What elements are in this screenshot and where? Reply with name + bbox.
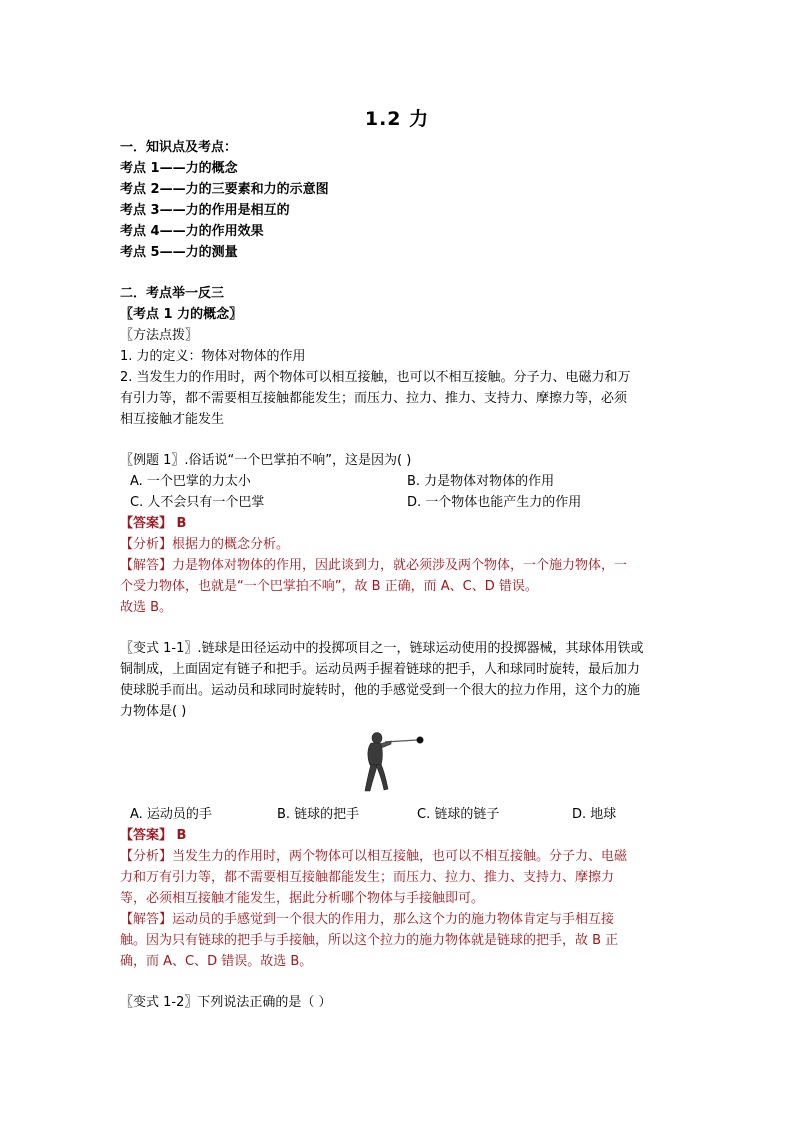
variant1-2-question: 〖变式 1-2〗下列说法正确的是（ ） xyxy=(120,995,332,1010)
variant1-1-option-d: D. 地球 xyxy=(572,807,617,822)
section-heading-examples: 二．考点举一反三 xyxy=(120,286,225,301)
page-title: 1.2 力 xyxy=(364,108,430,130)
method-line-4: 相互接触才能发生 xyxy=(120,412,225,427)
variant1-1-question-line-2: 铜制成，上面固定有链子和把手。运动员两手握着链球的把手，人和球同时旋转，最后加力 xyxy=(120,662,641,677)
variant1-1-answer: 【答案】 B xyxy=(120,828,187,843)
knowledge-point-4: 考点 4——力的作用效果 xyxy=(120,224,264,239)
variant1-1-question-line-1: 〖变式 1-1〗.链球是田径运动中的投掷项目之一，链球运动使用的投掷器械，其球体用铁或 xyxy=(120,641,644,656)
variant1-1-analysis-line-1: 【分析】当发生力的作用时，两个物体可以相互接触，也可以不相互接触。分子力、电磁 xyxy=(120,849,628,864)
knowledge-point-2: 考点 2——力的三要素和力的示意图 xyxy=(120,182,329,197)
variant1-1-analysis-line-2: 力和万有引力等，都不需要相互接触都能发生；而压力、拉力、推力、支持力、摩擦力 xyxy=(120,870,615,885)
example1-solution-line-1: 【解答】力是物体对物体的作用，因此谈到力，就必须涉及两个物体，一个施力物体，一 xyxy=(120,558,628,573)
example1-option-a: A. 一个巴掌的力太小 xyxy=(130,474,251,489)
example1-conclusion: 故选 B。 xyxy=(120,600,173,615)
knowledge-point-3: 考点 3——力的作用是相互的 xyxy=(120,203,290,218)
example1-question: 〖例题 1〗.俗话说“一个巴掌拍不响”，这是因为( ) xyxy=(120,453,412,468)
variant1-1-solution-line-1: 【解答】运动员的手感觉到一个很大的作用力，那么这个力的施力物体肯定与手相互接 xyxy=(120,912,615,927)
method-line-3: 有引力等，都不需要相互接触都能发生；而压力、拉力、推力、支持力、摩擦力等，必须 xyxy=(120,391,628,406)
method-line-1: 1. 力的定义：物体对物体的作用 xyxy=(120,349,306,364)
example1-analysis: 【分析】根据力的概念分析。 xyxy=(120,537,290,552)
example1-solution-line-2: 个受力物体，也就是“一个巴掌拍不响”，故 B 正确，而 A、C、D 错误。 xyxy=(120,579,538,594)
section-heading-knowledge-points: 一．知识点及考点： xyxy=(120,140,238,155)
variant1-1-question-line-4: 力物体是( ) xyxy=(120,704,187,719)
example1-option-c: C. 人不会只有一个巴掌 xyxy=(130,495,265,510)
knowledge-point-1: 考点 1——力的概念 xyxy=(120,161,238,176)
variant1-1-solution-line-2: 触。因为只有链球的把手与手接触，所以这个拉力的施力物体就是链球的把手，故 B 正 xyxy=(120,933,619,948)
hammer-thrower-image xyxy=(357,728,429,794)
variant1-1-option-c: C. 链球的链子 xyxy=(417,807,500,822)
variant1-1-option-b: B. 链球的把手 xyxy=(277,807,360,822)
example1-option-d: D. 一个物体也能产生力的作用 xyxy=(407,495,582,510)
example1-answer: 【答案】 B xyxy=(120,516,187,531)
method-line-2: 2. 当发生力的作用时，两个物体可以相互接触，也可以不相互接触。分子力、电磁力和万 xyxy=(120,370,631,385)
variant1-1-question-line-3: 使球脱手而出。运动员和球同时旋转时，他的手感觉受到一个很大的拉力作用，这个力的施 xyxy=(120,683,641,698)
topic-heading: 〖考点 1 力的概念〗 xyxy=(120,307,243,322)
variant1-1-analysis-line-3: 等，必须相互接触才能发生，据此分析哪个物体与手接触即可。 xyxy=(120,891,485,906)
variant1-1-solution-line-3: 确，而 A、C、D 错误。故选 B。 xyxy=(120,954,313,969)
method-title: 〖方法点拨〗 xyxy=(120,328,199,343)
knowledge-point-5: 考点 5——力的测量 xyxy=(120,245,238,260)
example1-option-b: B. 力是物体对物体的作用 xyxy=(407,474,555,489)
variant1-1-option-a: A. 运动员的手 xyxy=(130,807,212,822)
